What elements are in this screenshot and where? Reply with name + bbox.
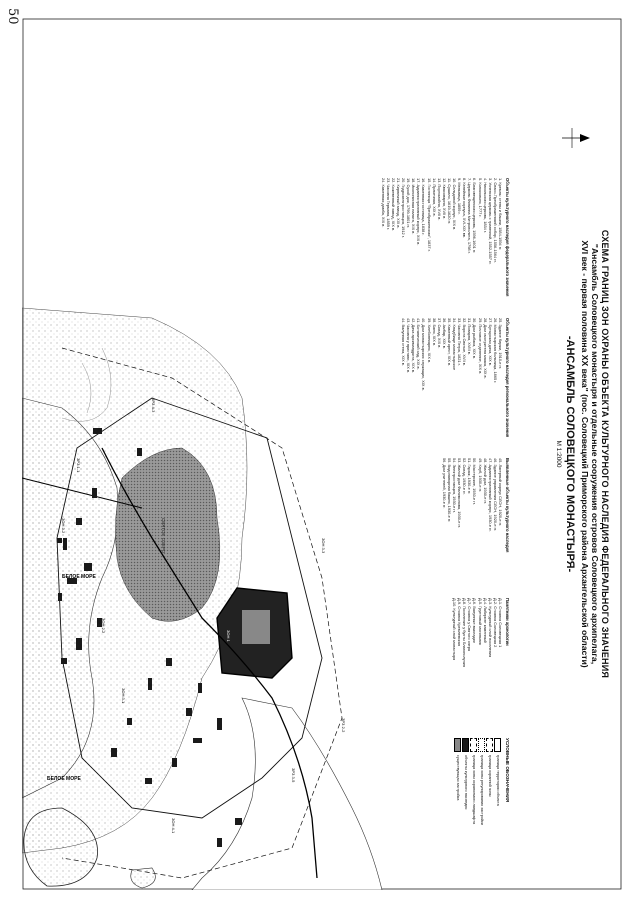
map-scale: М 1:2000: [555, 440, 562, 468]
legend-sign-row: [478, 738, 486, 883]
legend-sign-row: [494, 738, 502, 883]
zone-label: ЗОН 3-3: [321, 538, 326, 554]
legend-item: 15. Гостиница "Преображенская", 1837 г.: [426, 178, 432, 252]
legend-item: 14. Прачечная, XIX в.: [431, 178, 437, 217]
zone-label: ЗРЗ 2-2: [341, 718, 346, 733]
legend-swatch-icon: [495, 738, 502, 752]
legend-item: 52. Склад, 1930-е гг.: [462, 458, 468, 495]
map-sheet: [22, 18, 622, 890]
legend-item: Д-1. Стоянка Соловецкая 1: [497, 598, 503, 648]
legend-item: Д-6. Валунные выкладки: [472, 598, 478, 643]
legend-swatch-icon: [455, 738, 462, 752]
conventional-signs: [454, 738, 510, 883]
sea-label-south: БЕЛОЕ МОРЕ: [62, 574, 96, 580]
legend-item: 31. Поварня, XVIII в.: [467, 318, 473, 355]
map-subtitle-2: XVI век - первая половина XX века" (пос. Соловецкий Приморского района Архангельской области): [580, 240, 590, 668]
legend-item: 46. Здание управления СЛОН, 1920-е гг.: [492, 458, 498, 532]
legend-item: 25. Здание биржи, 1910-е гг.: [497, 318, 503, 369]
legend-item: 36. Амбар, XIX в.: [441, 318, 447, 349]
zone-label: ЗОН 3-1: [121, 688, 126, 704]
legend-item: 38. Баня, XIX в.: [431, 318, 437, 347]
legend-sign-label: существующая застройка: [456, 755, 460, 801]
holy-lake: [115, 448, 220, 621]
zone-label: ЗОН 3-2: [61, 518, 66, 534]
lake-label: СВЯТОЕ ОЗЕРО: [161, 518, 166, 554]
legend-item: 9. Мельница, 1859 г.: [457, 178, 463, 215]
legend-item: 39. Хлебопекарня, XIX в.: [426, 318, 432, 364]
legend-item: 13. Портомойня, XVII в.: [436, 178, 442, 221]
legend-header: Объекты культурного наследия регионального значения: [505, 318, 510, 438]
legend-sign-row: [470, 738, 478, 883]
legend-item: 48. Жилой дом, 1930-е гг.: [482, 458, 488, 504]
legend-item: 41. Ботанический сад, XIX в.: [416, 318, 422, 370]
legend-item: 6. Благовещенская церковь, 1596-1601 гг.: [472, 178, 478, 254]
legend-item: 53. Жилой дом Филимонова, 1930-е гг.: [457, 458, 463, 528]
legend-item: 1. Кремль: стены и башни, 1584-1594 гг.: [497, 178, 503, 251]
legend-sign-label: граница охранной зоны: [488, 755, 492, 797]
legend-item: 45. Лагерный корпус СЛОН, 1920-е гг.: [497, 458, 503, 527]
legend-item: 5. Колокольня, 1777 г.: [477, 178, 483, 218]
legend-item: 30. Дом рыбака, XIX в.: [472, 318, 478, 359]
legend-item: 40. Дом монастырских служащих, XIX в.: [421, 318, 427, 391]
legend-column-federal: [381, 178, 510, 313]
zone-label: ЗОН 4-1: [171, 818, 176, 834]
legend-sign-label: граница зоны охраняемого ландшафта: [472, 755, 476, 825]
legend-item: 34. Кладбище монастырское: [452, 318, 458, 371]
legend-item: 7. Церковь Филиппа Митрополита, 1798 г.: [467, 178, 473, 254]
zone-label: ЗРЗ 1-1: [76, 458, 81, 473]
legend-item: 43. Часовня у пристани, XIX в.: [406, 318, 412, 374]
legend-item: 22. Кожевенный завод, XIX в.: [390, 178, 396, 232]
sea-label-west: БЕЛОЕ МОРЕ: [47, 776, 81, 782]
legend-item: 16. Каменная гостиница, 1838 г.: [421, 178, 427, 236]
legend-item: 10. Сельдяной корпус, XIX в.: [452, 178, 458, 231]
legend-item: 28. Дом смотрителя маяка, XIX в.: [482, 318, 488, 379]
rotated-map-layout: [22, 18, 622, 890]
legend-item: 17. Административный корпус, XIX в.: [416, 178, 422, 246]
zone-label: ЗРЗ 4-3: [151, 398, 156, 413]
legend-item: 19. Сухой док, 1799-1801 гг.: [406, 178, 412, 228]
legend-sign-label: граница территории объекта: [496, 755, 500, 806]
legend-swatch-icon: [487, 738, 494, 752]
legend-item: Д-7. Стоянка у Святого озера: [467, 598, 473, 652]
legend-item: 32. Ворота Святые, XVII в.: [462, 318, 468, 366]
legend-item: 47. Административный корпус, 1930-е гг.: [487, 458, 493, 532]
legend-column-regional: [401, 318, 510, 453]
legend-item: 44. Валунная стена, XIX в.: [401, 318, 407, 366]
map-subtitle: "Ансамбль Соловецкого монастыря и отдельные сооружения островов Соловецкого архипелага,: [590, 243, 600, 665]
legend-swatch-icon: [463, 738, 470, 752]
legend-item: 8. Келейные корпуса, XVI-XIX вв.: [462, 178, 468, 238]
legend-item: 42. Дача архимандрита, XIX в.: [411, 318, 417, 374]
legend-sign-label: граница зоны регулирования застройки: [480, 755, 484, 825]
legend-item: 3. Успенская церковь с трапезной, 1552-1557 гг.: [487, 178, 493, 265]
legend-item: 51. Гараж, 1930-е гг.: [467, 458, 473, 495]
legend-item: Д-8. Поселение у бухты Благополучия: [462, 598, 468, 668]
island-small: [131, 868, 156, 888]
zone-label: ЗОН 1: [226, 630, 231, 642]
legend-column-identified: [442, 458, 510, 593]
legend-item: 50. Мастерские, 1930-е гг.: [472, 458, 478, 505]
legend-swatch-icon: [471, 738, 478, 752]
legend-sign-row: [454, 738, 462, 883]
legend-sign-row: [462, 738, 470, 883]
legend-item: 26. Монастырская больница, 1865 г.: [492, 318, 498, 384]
legend-header: Памятники археологии: [505, 598, 510, 646]
legend-item: 54. Электростанция, 1930-е гг.: [452, 458, 458, 513]
legend-item: Д-5. Грунтовый могильник: [477, 598, 483, 646]
page-number: 50: [5, 8, 20, 25]
legend-swatch-icon: [479, 738, 486, 752]
conventional-signs-header: УСЛОВНЫЕ ОБОЗНАЧЕНИЯ: [505, 738, 510, 803]
zone-label: ЗРЗ 3-5: [291, 768, 296, 783]
legend-item: 29. Почтовое отделение, XIX в.: [477, 318, 483, 375]
legend-item: 20. Гидроэлектростанция, 1912 г.: [401, 178, 407, 238]
legend-item: 12. Квасоварня, XVII в.: [441, 178, 447, 220]
legend-item: 37. Склад, XIX в.: [436, 318, 442, 349]
legend-item: 11. Сушило, 1619-1620 гг.: [446, 178, 452, 225]
legend-item: 2. Спасо-Преображенский собор, 1556-1564 гг.: [492, 178, 498, 263]
legend-item: Д-9. Стоянка Кремлевская: [457, 598, 463, 646]
legend-item: 55. Водонапорная башня, 1930-е гг.: [446, 458, 452, 523]
ensemble-title: -АНСАМБЛЬ СОЛОВЕЦКОГО МОНАСТЫРЯ-: [564, 335, 576, 573]
legend-header: Объекты культурного наследия федерального значения: [505, 178, 510, 297]
legend-header: Выявленные объекты культурного наследия: [505, 458, 510, 553]
title-block: [555, 18, 610, 890]
legend-panel: [250, 178, 510, 738]
legend-item: Д-4. Лабиринт каменный: [482, 598, 488, 643]
legend-item: Д-2. Стоянка Соловецкая 2: [492, 598, 498, 648]
legend-column-archaeology: [452, 598, 510, 733]
legend-sign-label: объекты культурного наследия: [464, 755, 468, 810]
legend-item: 35. Каменный крест, XIX в.: [446, 318, 452, 367]
legend-item: 56. Дом учителей, 1930-е гг.: [441, 458, 447, 509]
legend-sign-row: [486, 738, 494, 883]
legend-item: 24. Каменная дамба, XIX в.: [380, 178, 386, 228]
legend-item: 27. Бутырская дача, XIX в.: [487, 318, 493, 366]
legend-item: 4. Никольская церковь, 1834 г.: [482, 178, 488, 233]
legend-item: 21. Кирпичный завод, XIX в.: [396, 178, 402, 229]
legend-item: 49. Клуб, 1930-е гг.: [477, 458, 483, 493]
map-title: СХЕМА ГРАНИЦ ЗОН ОХРАНЫ ОБЪЕКТА КУЛЬТУРНОГО НАСЛЕДИЯ ФЕДЕРАЛЬНОГО ЗНАЧЕНИЯ: [600, 229, 610, 679]
legend-item: 18. Иконописная палата, XIX в.: [411, 178, 417, 235]
legend-item: 33. Часовня Петра, 1821 г.: [457, 318, 463, 366]
legend-item: Д-10. Культурный слой монастыря: [452, 598, 458, 661]
zone-label: ЗОН 2-2: [101, 618, 106, 634]
legend-item: 23. Часовня Германа, 1859 г.: [385, 178, 391, 231]
legend-item: Д-3. Культурный слой поселения: [487, 598, 493, 658]
